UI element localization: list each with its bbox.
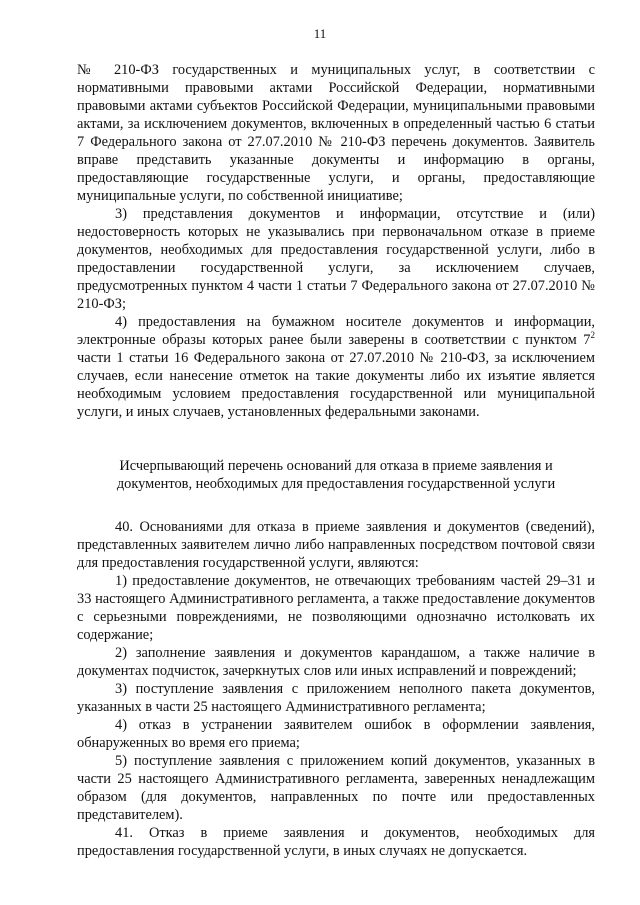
paragraph-40-item-4: 4) отказ в устранении заявителем ошибок в оформлении заявления, обнаруженных во время его приема; bbox=[77, 717, 595, 751]
page-number: 11 bbox=[313, 26, 327, 41]
paragraph-40-item-3: 3) поступление заявления с приложением неполного пакета документов, указанных в части 25 настоящего Административного регламента; bbox=[77, 681, 595, 715]
section-heading bbox=[77, 457, 595, 493]
paragraph-40-item-1: 1) предоставление документов, не отвечающих требованиям частей 29–31 и 33 настоящего Административного регламента, а также предоставление документов с серьезными повреждениями, не позволяющими однозначно истолковать их содержание; bbox=[77, 573, 595, 643]
paragraph-item-4-text-b: части 1 статьи 16 Федерального закона от 27.07.2010 № 210-ФЗ, за исключением случаев, если нанесение отметок на такие документы либо их изъятие является необходимым условием предоставления государственной или муниципальной услуги, и иных случаев, установленных федеральными законами. bbox=[77, 350, 595, 420]
paragraph-40-item-5: 5) поступление заявления с приложением копий документов, указанных в части 25 настоящего Административного регламента, заверенных ненадлежащим образом (для документов, направленных по почте или предоставленных представителем). bbox=[77, 753, 595, 823]
paragraph-40-item-2: 2) заполнение заявления и документов карандашом, а также наличие в документах подчисток, зачеркнутых слов или иных исправлений и повреждений; bbox=[77, 645, 595, 679]
superscript: 2 bbox=[590, 330, 595, 341]
paragraph-item-4 bbox=[77, 313, 595, 421]
document-body bbox=[77, 61, 595, 860]
paragraph-item-4-text-a: 4) предоставления на бумажном носителе документов и информации, электронные образы которых ранее были заверены в соответствии с пунктом 7 bbox=[77, 314, 595, 348]
paragraph-item-3: 3) представления документов и информации, отсутствие и (или) недостоверность которых не указывались при первоначальном отказе в приеме документов, необходимых для предоставления государственной услуги, либо в предоставлении государственной услуги, за исключением случаев, предусмотренных пунктом 4 части 1 статьи 7 Федерального закона от 27.07.2010 № 210-ФЗ; bbox=[77, 206, 595, 312]
section-heading-line-1: Исчерпывающий перечень оснований для отказа в приеме заявления и bbox=[119, 458, 553, 474]
paragraph-continuation: № 210-ФЗ государственных и муниципальных услуг, в соответствии с нормативными правовыми актами Российской Федерации, нормативными правовыми актами субъектов Российской Федерации, муниципальными правовыми актами, за исключением документов, включенных в определенный частью 6 статьи 7 Федерального закона от 27.07.2010 № 210-ФЗ перечень документов. Заявитель вправе представить указанные документы и информацию в органы, предоставляющие государственные услуги, и органы, предоставляющие муниципальные услуги, по собственной инициативе; bbox=[77, 62, 595, 204]
paragraph-41: 41. Отказ в приеме заявления и документов, необходимых для предоставления государственной услуги, в иных случаях не допускается. bbox=[77, 825, 595, 859]
section-heading-line-2: документов, необходимых для предоставления государственной услуги bbox=[116, 476, 556, 492]
paragraph-40: 40. Основаниями для отказа в приеме заявления и документов (сведений), представленных заявителем лично либо направленных посредством почтовой связи для предоставления государственной услуги, являются: bbox=[77, 519, 595, 571]
